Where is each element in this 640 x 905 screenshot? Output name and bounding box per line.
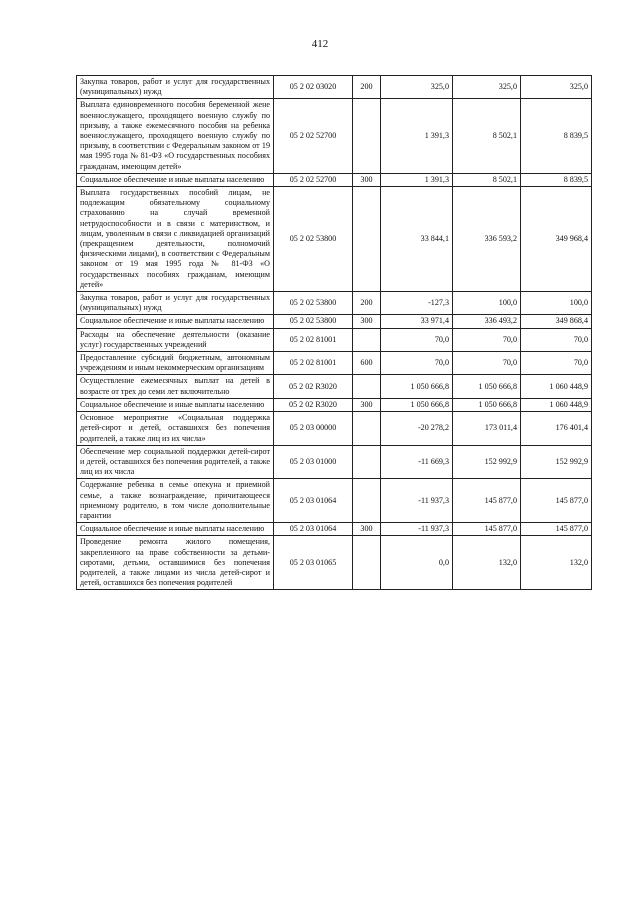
expense-name-cell: Содержание ребенка в семье опекуна и приемной семье, а также вознаграждение, причитающееся приемному родителю, в том числе дополнительные гарантии: [77, 479, 274, 523]
expense-type-cell: [353, 328, 381, 351]
amount-cell-2: 1 050 666,8: [453, 375, 521, 398]
expense-name-cell: Предоставление субсидий бюджетным, автономным учреждениям и иным некоммерческим организациям: [77, 352, 274, 375]
amount-cell-2: 336 593,2: [453, 187, 521, 292]
target-code-cell: 05 2 03 01064: [274, 479, 353, 523]
amount-cell-2: 325,0: [453, 76, 521, 99]
target-code-cell: 05 2 02 53800: [274, 315, 353, 328]
expense-name-cell: Основное мероприятие «Социальная поддержка детей-сирот и детей, оставшихся без попечения родителей, а также лиц из их числа»: [77, 412, 274, 446]
expense-type-cell: 600: [353, 352, 381, 375]
expense-type-cell: 300: [353, 173, 381, 186]
amount-cell-3: 152 992,9: [521, 445, 592, 479]
amount-cell-1: 1 050 666,8: [381, 375, 453, 398]
table-row: [77, 479, 592, 523]
expense-type-cell: 300: [353, 315, 381, 328]
table-row: [77, 398, 592, 411]
table-row: [77, 375, 592, 398]
target-code-cell: 05 2 02 R3020: [274, 375, 353, 398]
amount-cell-2: 145 877,0: [453, 523, 521, 536]
expense-type-cell: 200: [353, 76, 381, 99]
amount-cell-1: -127,3: [381, 292, 453, 315]
amount-cell-3: 349 968,4: [521, 187, 592, 292]
target-code-cell: 05 2 03 01065: [274, 536, 353, 590]
table-row: [77, 173, 592, 186]
amount-cell-2: 1 050 666,8: [453, 398, 521, 411]
table-row: [77, 315, 592, 328]
amount-cell-1: 1 391,3: [381, 99, 453, 173]
expense-type-cell: 300: [353, 523, 381, 536]
expense-name-cell: Выплата единовременного пособия беременной жене военнослужащего, проходящего военную службу по призыву, а также ежемесячного пособия на ребенка военнослужащего, проходящего военную службу по призыву, в соответствии с Федеральным законом от 19 мая 1995 года № 81-ФЗ «О государственных пособиях гражданам, имеющим детей»: [77, 99, 274, 173]
expense-name-cell: Социальное обеспечение и иные выплаты населению: [77, 315, 274, 328]
amount-cell-1: -11 669,3: [381, 445, 453, 479]
amount-cell-3: 325,0: [521, 76, 592, 99]
target-code-cell: 05 2 02 52700: [274, 173, 353, 186]
expense-name-cell: Социальное обеспечение и иные выплаты населению: [77, 398, 274, 411]
amount-cell-1: 0,0: [381, 536, 453, 590]
amount-cell-1: 1 391,3: [381, 173, 453, 186]
expense-name-cell: Обеспечение мер социальной поддержки детей-сирот и детей, оставшихся без попечения родителей, а также лиц из их числа: [77, 445, 274, 479]
expense-name-cell: Осуществление ежемесячных выплат на детей в возрасте от трех до семи лет включительно: [77, 375, 274, 398]
amount-cell-3: 349 868,4: [521, 315, 592, 328]
target-code-cell: 05 2 02 52700: [274, 99, 353, 173]
amount-cell-2: 70,0: [453, 352, 521, 375]
budget-table-body: [77, 76, 592, 590]
amount-cell-3: 132,0: [521, 536, 592, 590]
expense-name-cell: Проведение ремонта жилого помещения, закрепленного на праве собственности за детьми-сиротами, детьми, оставшимися без попечения родителей, а также лицами из числа детей-сирот и детей, оставшихся без попечения родителей: [77, 536, 274, 590]
target-code-cell: 05 2 02 81001: [274, 328, 353, 351]
amount-cell-1: 325,0: [381, 76, 453, 99]
budget-table: [76, 75, 592, 590]
amount-cell-3: 145 877,0: [521, 479, 592, 523]
expense-name-cell: Социальное обеспечение и иные выплаты населению: [77, 523, 274, 536]
amount-cell-1: 33 971,4: [381, 315, 453, 328]
amount-cell-2: 100,0: [453, 292, 521, 315]
amount-cell-3: 70,0: [521, 328, 592, 351]
expense-type-cell: 300: [353, 398, 381, 411]
amount-cell-2: 132,0: [453, 536, 521, 590]
amount-cell-1: -20 278,2: [381, 412, 453, 446]
table-row: [77, 99, 592, 173]
target-code-cell: 05 2 03 01000: [274, 445, 353, 479]
amount-cell-3: 1 060 448,9: [521, 398, 592, 411]
page-number: 412: [311, 38, 329, 50]
expense-type-cell: [353, 375, 381, 398]
target-code-cell: 05 2 02 53800: [274, 187, 353, 292]
table-row: [77, 412, 592, 446]
amount-cell-1: 33 844,1: [381, 187, 453, 292]
expense-type-cell: 200: [353, 292, 381, 315]
amount-cell-1: 70,0: [381, 352, 453, 375]
target-code-cell: 05 2 02 03020: [274, 76, 353, 99]
amount-cell-3: 176 401,4: [521, 412, 592, 446]
amount-cell-3: 100,0: [521, 292, 592, 315]
amount-cell-3: 8 839,5: [521, 173, 592, 186]
expense-type-cell: [353, 445, 381, 479]
amount-cell-2: 173 011,4: [453, 412, 521, 446]
amount-cell-1: -11 937,3: [381, 523, 453, 536]
amount-cell-1: 1 050 666,8: [381, 398, 453, 411]
amount-cell-3: 145 877,0: [521, 523, 592, 536]
expense-name-cell: Закупка товаров, работ и услуг для государственных (муниципальных) нужд: [77, 76, 274, 99]
amount-cell-2: 152 992,9: [453, 445, 521, 479]
expense-type-cell: [353, 187, 381, 292]
amount-cell-1: 70,0: [381, 328, 453, 351]
amount-cell-1: -11 937,3: [381, 479, 453, 523]
amount-cell-2: 8 502,1: [453, 99, 521, 173]
target-code-cell: 05 2 03 00000: [274, 412, 353, 446]
expense-name-cell: Социальное обеспечение и иные выплаты населению: [77, 173, 274, 186]
amount-cell-2: 336 493,2: [453, 315, 521, 328]
amount-cell-3: 1 060 448,9: [521, 375, 592, 398]
amount-cell-3: 8 839,5: [521, 99, 592, 173]
table-row: [77, 536, 592, 590]
table-row: [77, 328, 592, 351]
table-row: [77, 523, 592, 536]
expense-type-cell: [353, 99, 381, 173]
table-row: [77, 187, 592, 292]
expense-type-cell: [353, 412, 381, 446]
target-code-cell: 05 2 03 01064: [274, 523, 353, 536]
expense-name-cell: Закупка товаров, работ и услуг для государственных (муниципальных) нужд: [77, 292, 274, 315]
expense-type-cell: [353, 536, 381, 590]
amount-cell-3: 70,0: [521, 352, 592, 375]
expense-type-cell: [353, 479, 381, 523]
table-row: [77, 445, 592, 479]
target-code-cell: 05 2 02 81001: [274, 352, 353, 375]
target-code-cell: 05 2 02 R3020: [274, 398, 353, 411]
amount-cell-2: 70,0: [453, 328, 521, 351]
expense-name-cell: Выплата государственных пособий лицам, не подлежащим обязательному социальному страхованию на случай временной нетрудоспособности и в связи с материнством, и лицам, уволенным в связи с ликвидацией организаций (прекращением деятельности, полномочий физическими лицами), в соответствии с Федеральным законом от 19 мая 1995 года № 81-ФЗ «О государственных пособиях гражданам, имеющим детей»: [77, 187, 274, 292]
amount-cell-2: 145 877,0: [453, 479, 521, 523]
amount-cell-2: 8 502,1: [453, 173, 521, 186]
table-row: [77, 292, 592, 315]
table-row: [77, 76, 592, 99]
table-row: [77, 352, 592, 375]
expense-name-cell: Расходы на обеспечение деятельности (оказание услуг) государственных учреждений: [77, 328, 274, 351]
target-code-cell: 05 2 02 53800: [274, 292, 353, 315]
